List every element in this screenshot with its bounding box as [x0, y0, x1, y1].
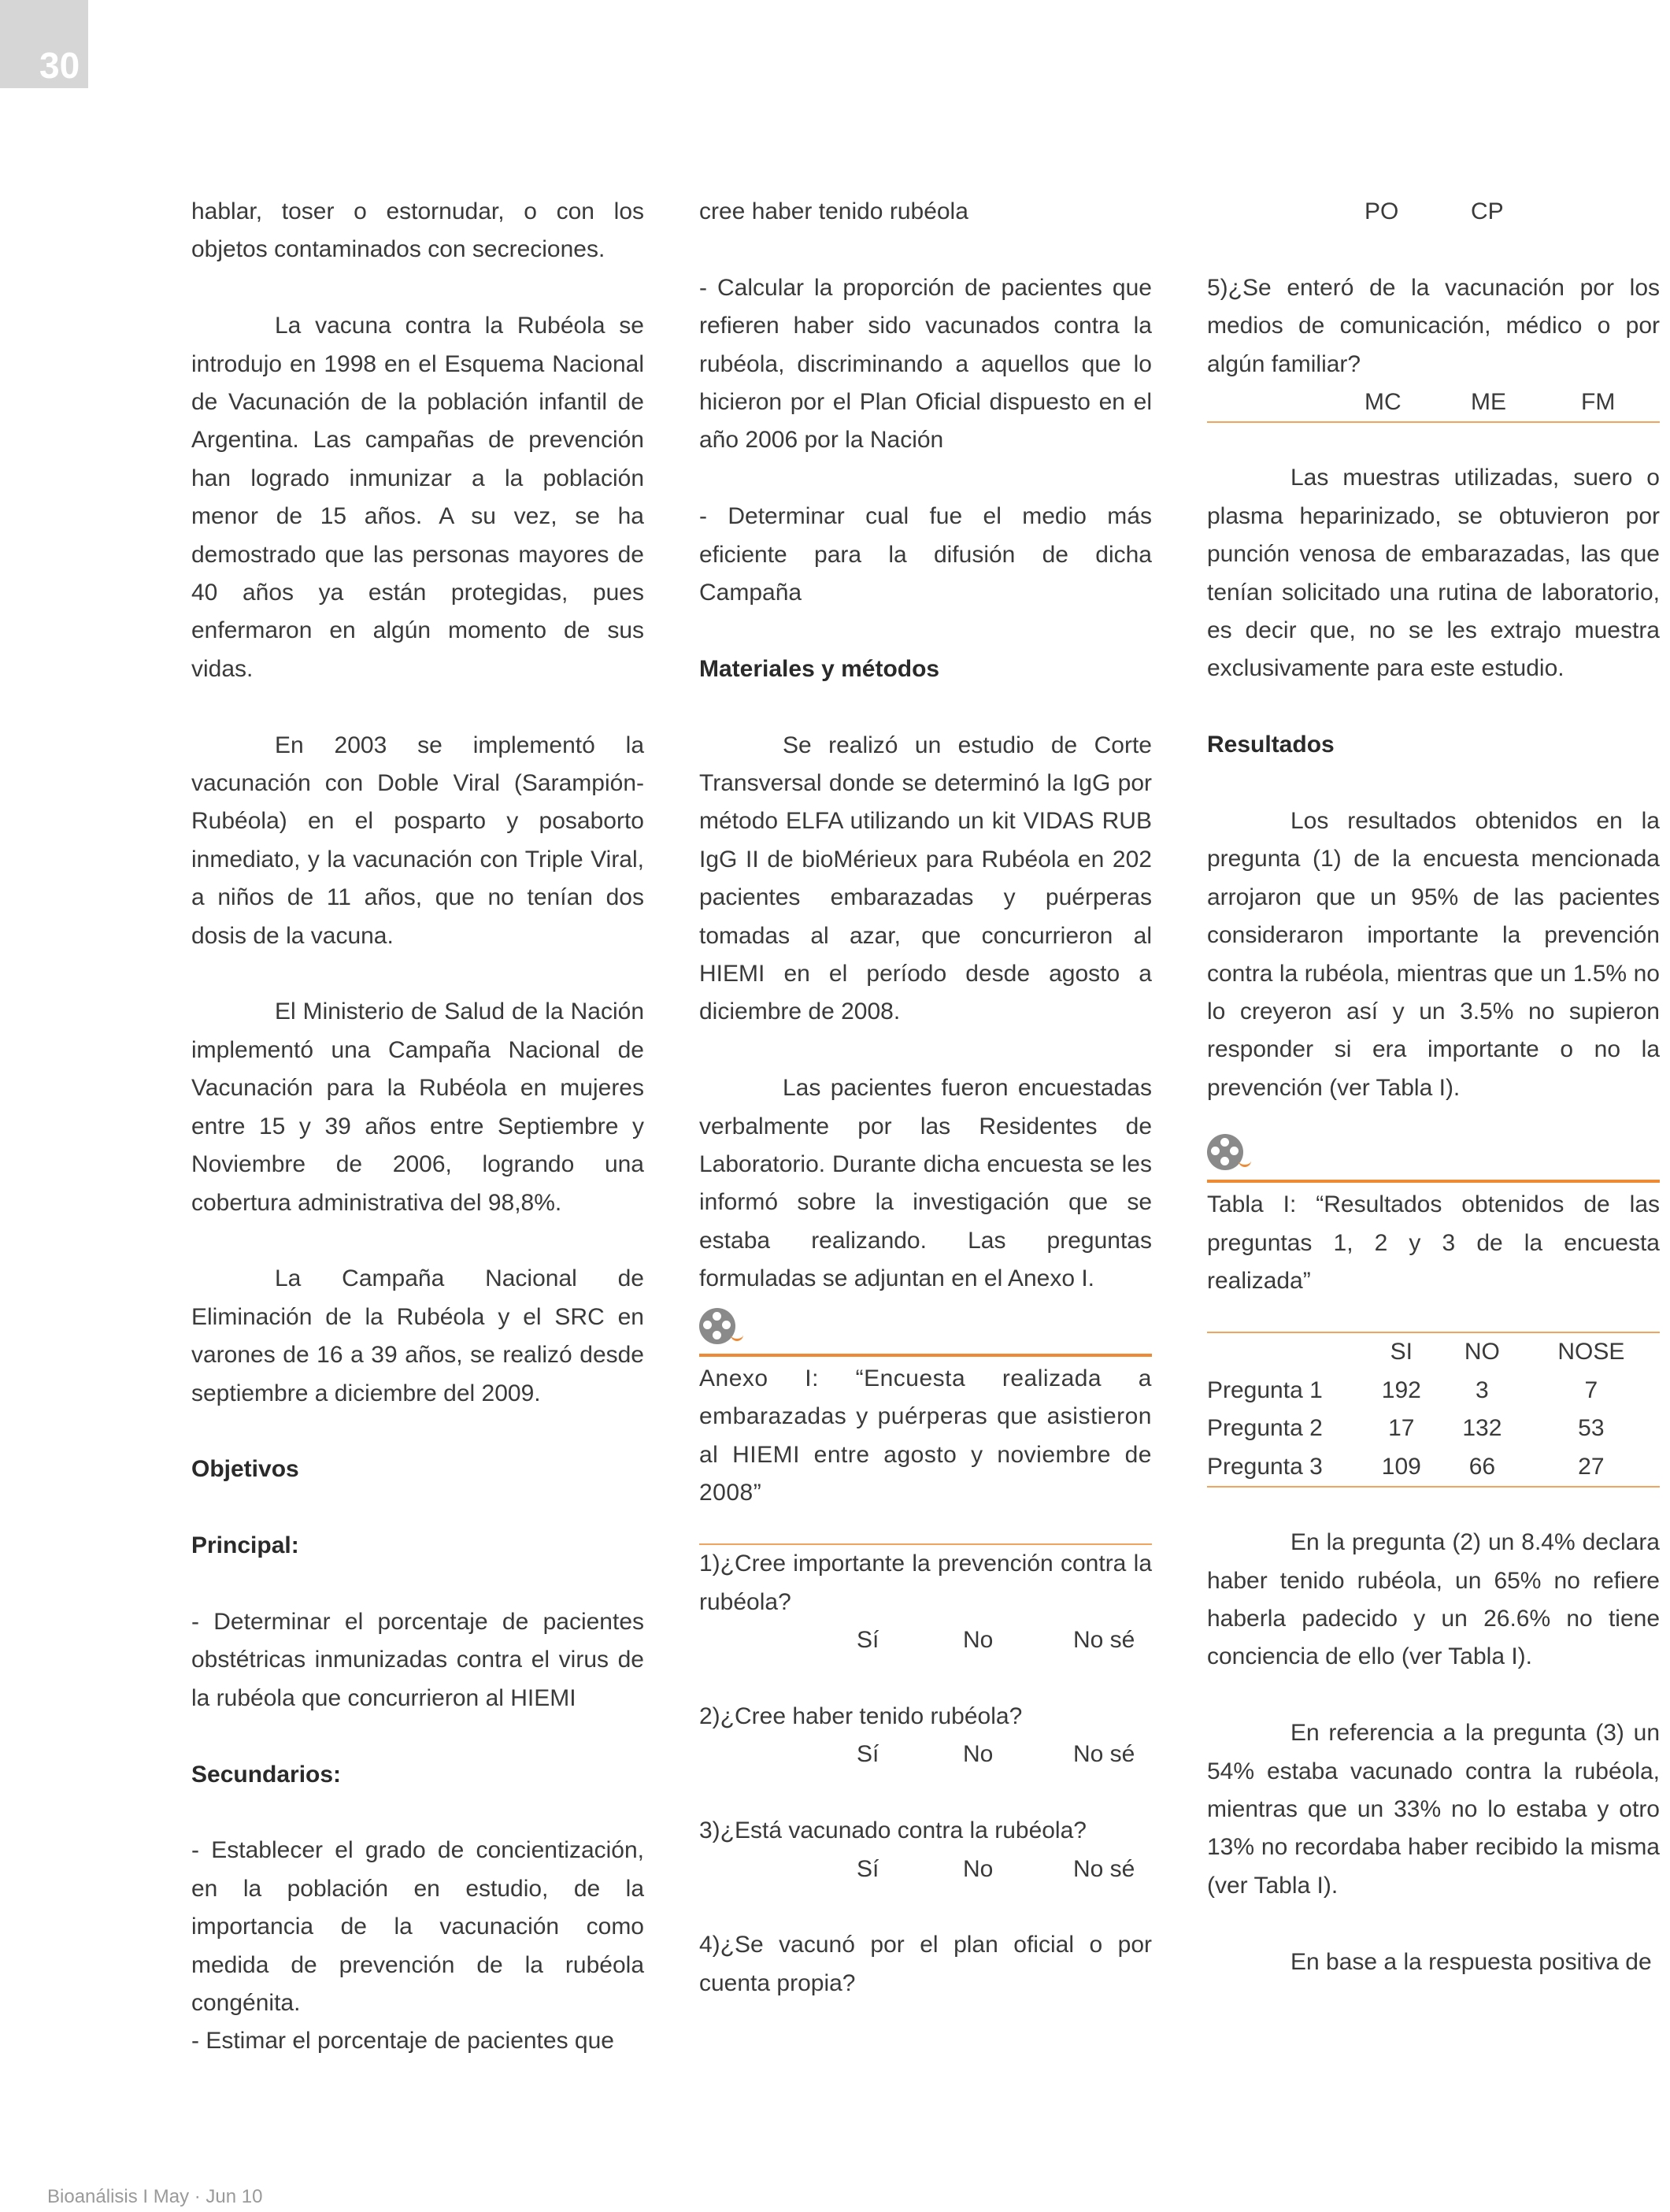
table-caption: Tabla I: “Resultados obtenidos de las preguntas 1, 2 y 3 de la encuesta realizada” [1207, 1191, 1660, 1295]
paragraph: cree haber tenido rubéola [699, 198, 968, 224]
table-cell: 3 [1476, 1376, 1489, 1403]
table-divider [1207, 1180, 1660, 1183]
paragraph: - Estimar el porcentaje de pacientes que [191, 2028, 614, 2055]
paragraph: La Campaña Nacional de Eliminación de la Rubéola y el SRC en varones de 16 a 39 años, se realizó desde septiembre a diciembre del 2009. [191, 1265, 644, 1406]
options-row [1207, 383, 1660, 421]
option-si: Sí [857, 1855, 879, 1882]
paragraph: - Determinar cual fue el medio más eficiente para la difusión de dicha Campaña [699, 503, 1152, 606]
options-row [1207, 193, 1660, 231]
table-header: NO [1464, 1339, 1500, 1365]
results-table [1207, 1333, 1660, 1486]
option-si: Sí [857, 1627, 879, 1654]
paragraph: En 2003 se implementó la vacunación con Doble Viral (Sarampión-Rubéola) en el posparto y posaborto inmediato, y la vacunación con Triple Viral, a niños de 11 años, que no tenían dos dosis de la vacuna. [191, 732, 644, 949]
heading-resultados: Resultados [1207, 732, 1335, 758]
column-1 [191, 193, 644, 2061]
paragraph: El Ministerio de Salud de la Nación implementó una Campaña Nacional de Vacunación para la Rubéola en mujeres entre 15 y 39 años entre Septiembre y Noviembre de 2006, logrando una cobertura administrativa del 98,8%. [191, 999, 644, 1216]
question-2: 2)¿Cree haber tenido rubéola? [699, 1703, 1023, 1729]
film-reel-icon [699, 1305, 746, 1349]
table-header: NOSE [1557, 1339, 1625, 1365]
table-cell: 53 [1578, 1415, 1605, 1442]
table-cell: 17 [1388, 1415, 1415, 1442]
heading-objetivos: Objetivos [191, 1456, 299, 1483]
options-row [699, 1621, 1152, 1659]
option-mc: MC [1365, 389, 1402, 415]
paragraph: hablar, toser o estornudar, o con los objetos contaminados con secreciones. [191, 198, 644, 263]
column-2 [699, 193, 1152, 2003]
option-me: ME [1471, 389, 1506, 415]
option-fm: FM [1581, 389, 1616, 415]
option-no: No [963, 1855, 994, 1882]
option-nose: No sé [1073, 1855, 1135, 1882]
option-no: No [963, 1627, 994, 1654]
paragraph: En la pregunta (2) un 8.4% declara haber tenido rubéola, un 65% no refiere haberla padecido y un 26.6% no tiene conciencia de ello (ver Tabla I). [1207, 1529, 1660, 1670]
paragraph: Las pacientes fueron encuestadas verbalmente por las Residentes de Laboratorio. Durante dicha encuesta se les informó sobre la investigación que se estaba realizando. Las preguntas formuladas se adjuntan en el Anexo I. [699, 1075, 1152, 1292]
page-number: 30 [39, 45, 80, 86]
option-si: Sí [857, 1741, 879, 1768]
table-cell: 7 [1584, 1376, 1598, 1403]
heading-secundarios: Secundarios: [191, 1761, 342, 1788]
option-po: PO [1365, 198, 1399, 224]
table-cell: Pregunta 3 [1207, 1453, 1323, 1480]
table-header: SI [1390, 1339, 1413, 1365]
film-reel-icon [1207, 1131, 1254, 1175]
option-no: No [963, 1741, 994, 1768]
paragraph: Los resultados obtenidos en la pregunta (1) de la encuesta mencionada arrojaron que un 95% de las pacientes consideraron importante la prevención contra la rubéola, mientras que un 1.5% no lo creyeron así y un 3.5% no supieron responder si era importante o no la prevención (ver Tabla I). [1207, 808, 1660, 1101]
paragraph: - Calcular la proporción de pacientes que refieren haber sido vacunados contra la rubéola, discriminando a aquellos que lo hicieron por el Plan Oficial dispuesto en el año 2006 por la Nación [699, 274, 1152, 454]
table-cell: Pregunta 1 [1207, 1376, 1323, 1403]
table-row [1207, 1448, 1660, 1486]
question-5: 5)¿Se enteró de la vacunación por los medios de comunicación, médico o por algún familiar? [1207, 274, 1660, 377]
paragraph: En base a la respuesta positiva de [1290, 1948, 1652, 1975]
options-row [699, 1736, 1152, 1773]
paragraph: Se realizó un estudio de Corte Transversal donde se determinó la IgG por método ELFA utilizando un kit VIDAS RUB IgG II de bioMérieux para Rubéola en 202 pacientes embarazadas y puérperas tomadas al azar, que concurrieron al HIEMI en el período desde agosto a diciembre de 2008. [699, 732, 1152, 1025]
table-header-row [1207, 1333, 1660, 1371]
question-1: 1)¿Cree importante la prevención contra la rubéola? [699, 1551, 1152, 1615]
table-cell: 27 [1578, 1453, 1605, 1480]
option-nose: No sé [1073, 1741, 1135, 1768]
question-3: 3)¿Está vacunado contra la rubéola? [699, 1817, 1087, 1844]
annex-divider [699, 1354, 1152, 1357]
paragraph: - Determinar el porcentaje de pacientes obstétricas inmunizadas contra el virus de la rubéola que concurrieron al HIEMI [191, 1608, 644, 1711]
table-cell: 66 [1468, 1453, 1496, 1480]
options-row [699, 1851, 1152, 1888]
heading-principal: Principal: [191, 1532, 299, 1559]
table-cell: 132 [1462, 1415, 1502, 1442]
option-nose: No sé [1073, 1627, 1135, 1654]
table-cell: Pregunta 2 [1207, 1415, 1323, 1442]
table-cell: 192 [1381, 1376, 1421, 1403]
table-row [1207, 1372, 1660, 1410]
table-cell: 109 [1381, 1453, 1421, 1480]
column-3 [1207, 193, 1660, 1981]
annex-caption: Anexo I: “Encuesta realizada a embarazadas y puérperas que asistieron al HIEMI entre agosto y noviembre de 2008” [699, 1365, 1152, 1506]
table-header [1207, 1333, 1361, 1371]
option-cp: CP [1471, 198, 1504, 224]
paragraph: - Establecer el grado de concientización, en la población en estudio, de la importancia de la vacunación como medida de prevención de la rubéola congénita. [191, 1837, 644, 2016]
paragraph: Las muestras utilizadas, suero o plasma heparinizado, se obtuvieron por punción venosa de embarazadas, las que tenían solicitado una rutina de laboratorio, es decir que, no se les extrajo muestra exclusivamente para este estudio. [1207, 465, 1660, 682]
heading-materiales: Materiales y métodos [699, 655, 940, 682]
table-row [1207, 1410, 1660, 1447]
question-4: 4)¿Se vacunó por el plan oficial o por cuenta propia? [699, 1932, 1152, 1996]
footer-journal: Bioanálisis I May · Jun 10 [47, 2186, 263, 2207]
paragraph: La vacuna contra la Rubéola se introdujo en 1998 en el Esquema Nacional de Vacunación de la población infantil de Argentina. Las campañas de prevención han logrado inmunizar a la población menor de 15 años. A su vez, se ha demostrado que las personas mayores de 40 años ya están protegidas, pues enfermaron en algún momento de sus vidas. [191, 313, 644, 682]
paragraph: En referencia a la pregunta (3) un 54% estaba vacunado contra la rubéola, mientras que un 33% no lo estaba y otro 13% no recordaba haber recibido la misma (ver Tabla I). [1207, 1720, 1660, 1899]
